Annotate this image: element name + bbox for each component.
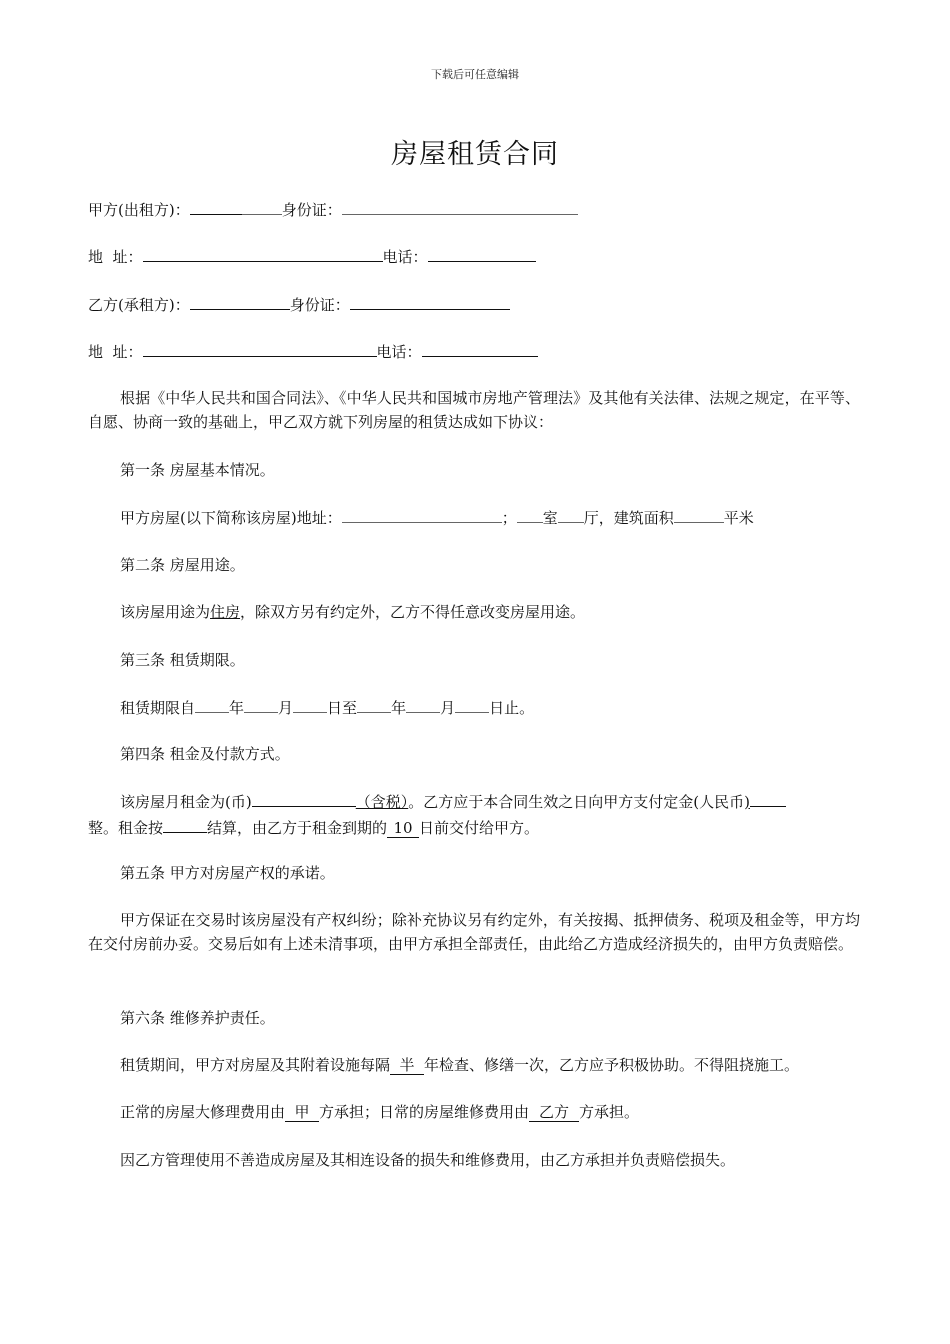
party-a-id-label: 身份证： [281, 201, 342, 219]
use-pre: 该房屋用途为 [120, 603, 211, 621]
page-title: 房屋租赁合同 [391, 139, 559, 170]
article-1-heading: 第一条 房屋基本情况。 [120, 461, 275, 479]
end-month-label: 月 [440, 699, 456, 717]
article-3-detail [120, 696, 534, 719]
party-a-line [88, 198, 578, 221]
hall-count-field[interactable] [558, 506, 584, 523]
party-b-label: 乙方(承租方)： [88, 296, 190, 314]
separator: ； [501, 509, 517, 527]
area-field[interactable] [674, 506, 724, 523]
article-4-line-2 [88, 816, 539, 839]
room-label: 室 [542, 509, 558, 527]
end-month-field[interactable] [406, 696, 440, 713]
inspection-pre: 租赁期间，甲方对房屋及其附着设施每隔 [120, 1056, 391, 1074]
rent-pre: 该房屋月租金为(币) [120, 793, 252, 811]
party-a-address-label: 地 址： [88, 248, 143, 266]
settlement-period-field[interactable] [163, 816, 207, 833]
tax-note: （含税） [355, 793, 409, 811]
article-2-heading: 第二条 房屋用途。 [120, 556, 245, 574]
article-5-body: 甲方保证在交易时该房屋没有产权纠纷；除补充协议另有约定外，有关按揭、抵押债务、税项及租金等，甲方均在交付房前办妥。交易后如有上述未清事项，由甲方承担全部责任，由此给乙方造成经济损失的，由甲方负责赔偿。 [88, 911, 860, 953]
rent-p5: 结算，由乙方于租金到期的 [207, 819, 388, 837]
article-6-line-3: 因乙方管理使用不善造成房屋及其相连设备的损失和维修费用，由乙方承担并负责赔偿损失。 [120, 1151, 736, 1169]
use-post: ，除双方另有约定外，乙方不得任意改变房屋用途。 [240, 603, 586, 621]
party-a-address-line [88, 245, 536, 268]
start-year-field[interactable] [195, 696, 229, 713]
deposit-close: ) [744, 793, 750, 811]
article-6-heading: 第六条 维修养护责任。 [120, 1009, 275, 1027]
end-year-label: 年 [391, 699, 407, 717]
end-day-field[interactable] [455, 696, 489, 713]
term-pre: 租赁期限自 [120, 699, 196, 717]
party-a-address-field[interactable] [143, 245, 383, 262]
party-b-phone-label: 电话： [376, 343, 422, 361]
party-a-phone-label: 电话： [382, 248, 428, 266]
minor-repair-party: 乙方 [529, 1103, 579, 1122]
major-repair-party: 甲 [285, 1103, 319, 1122]
party-b-address-line [88, 340, 538, 363]
day-end-label: 日止。 [489, 699, 535, 717]
end-year-field[interactable] [357, 696, 391, 713]
party-b-phone-field[interactable] [422, 340, 538, 357]
inspection-post: 年检查、修缮一次，乙方应予积极协助。不得阻挠施工。 [424, 1056, 800, 1074]
article-4-line-1 [120, 790, 786, 813]
party-b-id-field[interactable] [350, 293, 510, 310]
due-day-value: 10 [387, 819, 419, 838]
party-a-id-field[interactable] [342, 198, 578, 215]
intro-paragraph: 根据《中华人民共和国合同法》、《中华人民共和国城市房地产管理法》及其他有关法律、法规之规定，在平等、自愿、协商一致的基础上，甲乙双方就下列房屋的租赁达成如下协议： [88, 389, 860, 431]
room-count-field[interactable] [517, 506, 543, 523]
start-month-label: 月 [278, 699, 294, 717]
article-2-detail [120, 601, 585, 623]
hall-label: 厅，建筑面积 [583, 509, 674, 527]
rent-p6: 日前交付给甲方。 [419, 819, 540, 837]
deposit-amount-field[interactable] [750, 790, 786, 807]
party-b-line [88, 293, 510, 316]
property-address-field[interactable] [342, 506, 502, 523]
article-3-heading: 第三条 租赁期限。 [120, 651, 245, 669]
start-year-label: 年 [229, 699, 245, 717]
repair-pre: 正常的房屋大修理费用由 [120, 1103, 286, 1121]
day-to-label: 日至 [327, 699, 358, 717]
party-b-address-label: 地 址： [88, 343, 143, 361]
deposit-text: 。乙方应于本合同生效之日向甲方支付定金(人民币 [408, 793, 745, 811]
party-a-phone-field[interactable] [428, 245, 536, 262]
repair-post: 方承担。 [579, 1103, 640, 1121]
party-b-name-field[interactable] [190, 293, 290, 310]
party-b-address-field[interactable] [143, 340, 377, 357]
use-value: 住房 [210, 603, 241, 621]
article-5-heading: 第五条 甲方对房屋产权的承诺。 [120, 864, 335, 882]
party-a-name-field-ext[interactable] [242, 198, 282, 215]
rent-amount-field[interactable] [252, 790, 356, 807]
sqm-label: 平米 [723, 509, 754, 527]
start-month-field[interactable] [244, 696, 278, 713]
start-day-field[interactable] [293, 696, 327, 713]
inspection-interval: 半 [390, 1056, 424, 1075]
rent-p4: 整。租金按 [88, 819, 164, 837]
party-a-label: 甲方(出租方)： [88, 201, 190, 219]
party-a-name-field[interactable] [190, 198, 242, 215]
party-b-id-label: 身份证： [289, 296, 350, 314]
repair-mid: 方承担；日常的房屋维修费用由 [319, 1103, 530, 1121]
header-note: 下载后可任意编辑 [431, 68, 519, 81]
article-6-line-2 [120, 1101, 639, 1123]
article-4-heading: 第四条 租金及付款方式。 [120, 745, 290, 763]
article-6-line-1 [120, 1054, 799, 1076]
property-address-label: 甲方房屋(以下简称该房屋)地址： [120, 509, 342, 527]
article-1-detail [120, 506, 754, 529]
